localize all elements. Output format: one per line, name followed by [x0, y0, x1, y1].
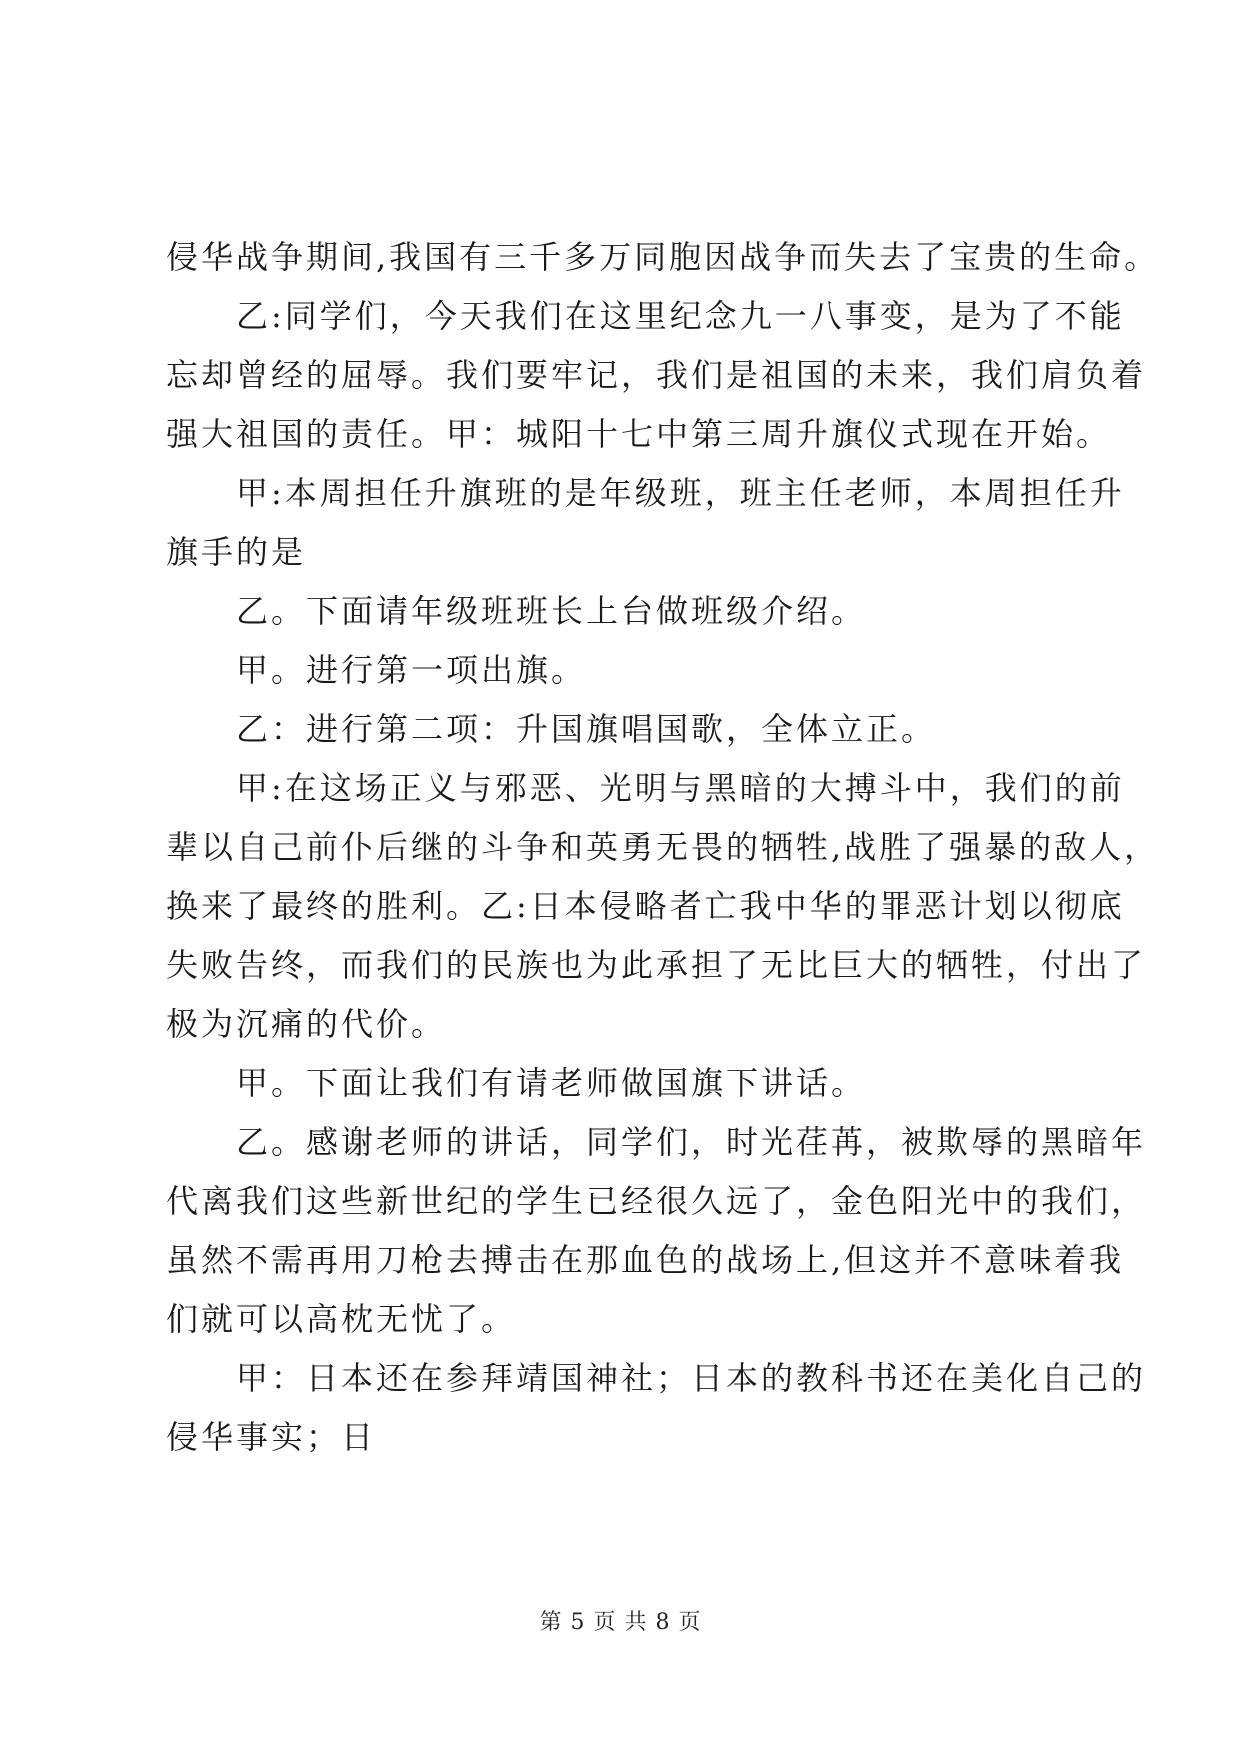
- text-line: 甲：日本还在参拜靖国神社；日本的教科书还在美化自己的: [236, 1359, 1147, 1397]
- text-line: 失败告终，而我们的民族也为此承担了无比巨大的牺牲，付出了: [166, 946, 1147, 984]
- text-line: 辈以自己前仆后继的斗争和英勇无畏的牺牲,战胜了强暴的敌人，: [166, 828, 1160, 866]
- text-line: 乙。感谢老师的讲话，同学们，时光荏苒，被欺辱的黑暗年: [236, 1123, 1147, 1161]
- text-line: 旗手的是: [166, 533, 307, 571]
- text-line: 乙:同学们，今天我们在这里纪念九一八事变，是为了不能: [236, 297, 1125, 335]
- text-line: 换来了最终的胜利。乙:日本侵略者亡我中华的罪恶计划以彻底: [166, 887, 1125, 925]
- text-line: 虽然不需再用刀枪去搏击在那血色的战场上,但这并不意味着我: [166, 1241, 1125, 1279]
- text-line: 侵华战争期间,我国有三千多万同胞因战争而失去了宝贵的生命。: [166, 238, 1160, 276]
- text-line: 甲。进行第一项出旗。: [236, 651, 587, 689]
- text-line: 代离我们这些新世纪的学生已经很久远了，金色阳光中的我们，: [166, 1182, 1147, 1220]
- page-footer: 第 5 页 共 8 页: [539, 1610, 702, 1635]
- text-line: 侵华事实；日: [166, 1418, 377, 1456]
- text-line: 忘却曾经的屈辱。我们要牢记，我们是祖国的未来，我们肩负着: [166, 356, 1147, 394]
- body-text: [166, 228, 1160, 1467]
- text-line: 甲。下面让我们有请老师做国旗下讲话。: [236, 1064, 867, 1102]
- text-line: 乙。下面请年级班班长上台做班级介绍。: [236, 592, 867, 630]
- text-line: 们就可以高枕无忧了。: [166, 1300, 517, 1338]
- text-line: 乙：进行第二项：升国旗唱国歌，全体立正。: [236, 710, 937, 748]
- text-line: 甲:本周担任升旗班的是年级班，班主任老师，本周担任升: [236, 474, 1125, 512]
- text-line: 甲:在这场正义与邪恶、光明与黑暗的大搏斗中，我们的前: [236, 769, 1125, 807]
- text-line: 强大祖国的责任。甲：城阳十七中第三周升旗仪式现在开始。: [166, 415, 1112, 453]
- text-line: 极为沉痛的代价。: [166, 1005, 447, 1043]
